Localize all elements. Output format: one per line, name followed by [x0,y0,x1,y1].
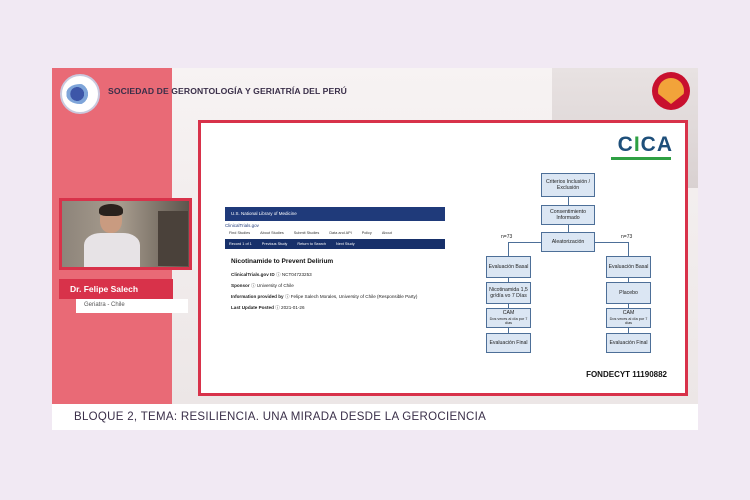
study-title: Nicotinamide to Prevent Delirium [231,258,334,265]
society-logo [60,74,100,114]
org-title: SOCIEDAD DE GERONTOLOGÍA Y GERIATRÍA DEL PERÚ [108,86,347,96]
nicotinamide-box: Nicotinamida 1,5 gr/día vo 7 Días [486,282,531,304]
right-arm-n: n=73 [621,234,633,240]
nav-item: Data and API [329,231,352,235]
last-update-row: Last Update Posted ⓘ 2021-01-26 [231,305,305,310]
presenter-name: Dr. Felipe Salech [59,279,173,299]
clinicaltrials-site-name: ClinicalTrials.gov [225,223,259,228]
nav-item: About Studies [260,231,284,235]
study-id-row: ClinicalTrials.gov ID ⓘ NCT04723253 [231,272,312,277]
previous-study-link: Previous Study [261,242,288,246]
placebo-box: Placebo [606,282,651,304]
left-arm-n: n=73 [501,234,513,240]
right-cam-box: CAM Dos veces al día por 7 días [606,308,651,328]
consent-box: Consentimiento Informado [541,205,595,225]
return-to-search-link: Return to Search [297,242,327,246]
right-basal-box: Evaluación Basal [606,256,651,278]
nav-item: About [381,231,392,235]
nav-item: Find Studies [229,231,251,235]
session-title: BLOQUE 2, TEMA: RESILIENCIA. UNA MIRADA DESDE LA GEROCIENCIA [52,404,698,430]
slide [198,120,688,396]
clinicaltrials-nav [225,229,445,237]
clinicaltrials-header: U.S. National Library of Medicine [225,207,445,221]
right-final-box: Evaluación Final [606,333,651,353]
nav-item: Submit Studies [293,231,320,235]
left-cam-box: CAM Dos veces al día por 7 días [486,308,531,328]
info-provider-row: Information provided by ⓘ Felipe Salech Morales, University of Chile (Responsible Party) [231,294,418,299]
criteria-box: Criterios Inclusión / Exclusión [541,173,595,197]
clinicaltrials-record-bar [225,239,445,249]
partner-logo [652,72,690,110]
video-frame [52,68,698,430]
randomization-box: Aleatorización [541,232,595,252]
cica-logo: CICA [617,133,673,156]
left-final-box: Evaluación Final [486,333,531,353]
presenter-role: Geriatra - Chile [76,299,188,313]
record-count: Record 1 of 1 [229,242,252,246]
next-study-link: Next Study [336,242,355,246]
left-basal-box: Evaluación Basal [486,256,531,278]
nav-item: Policy [361,231,372,235]
presenter-video [59,198,192,270]
grant-label: FONDECYT 11190882 [586,370,667,379]
sponsor-row: Sponsor ⓘ University of Chile [231,283,294,288]
cica-logo-underline [611,157,671,160]
